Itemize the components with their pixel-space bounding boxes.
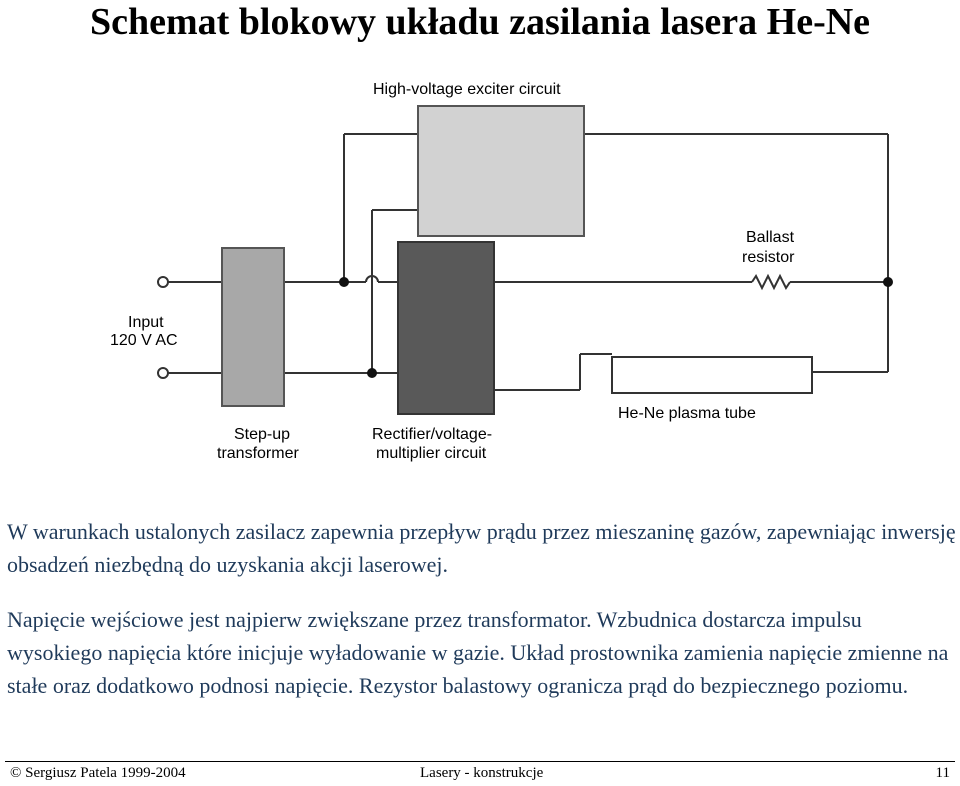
input-label-line1: Input: [128, 314, 164, 331]
ballast-resistor: [752, 276, 790, 288]
transformer-label-line1: Step-up: [234, 426, 291, 443]
footer-section-title: Lasery - konstrukcje: [420, 765, 544, 781]
junction-node-a: [339, 277, 349, 287]
ballast-label-line2: resistor: [742, 249, 795, 266]
plasma-tube: [612, 357, 812, 393]
junction-node-b: [367, 368, 377, 378]
paragraph-steady-state: W warunkach ustalonych zasilacz zapewnia przepływ prądu przez mieszaninę gazów, zapewniając inwersję obsadzeń niezbędną do uzyskania akcji laserowej.: [7, 519, 956, 577]
footer-divider: [5, 761, 955, 762]
input-terminal-top: [158, 277, 168, 287]
junction-node-c: [883, 277, 893, 287]
ballast-label-line1: Ballast: [746, 229, 795, 246]
exciter-circuit-block: [418, 106, 584, 236]
footer-copyright: © Sergiusz Patela 1999-2004: [10, 765, 186, 781]
exciter-label: High-voltage exciter circuit: [373, 81, 561, 98]
paragraph-description: Napięcie wejściowe jest najpierw zwiększane przez transformator. Wzbudnica dostarcza impulsu wysokiego napięcia które inicjuje wyładowanie w gazie. Układ prostownika zamienia napięcie zmienne na stałe oraz dodatkowo podnosi napięcie. Rezystor balastowy ogranicza prąd do bezpiecznego poziomu.: [7, 607, 949, 698]
power-supply-diagram: [0, 62, 960, 462]
page-title: Schemat blokowy układu zasilania lasera He-Ne: [89, 1, 871, 43]
rectifier-block: [398, 242, 494, 414]
rectifier-label-line1: Rectifier/voltage-: [372, 426, 493, 443]
input-terminal-bottom: [158, 368, 168, 378]
transformer-label-line2: transformer: [217, 445, 299, 462]
tube-label: He-Ne plasma tube: [618, 405, 756, 422]
input-label-line2: 120 V AC: [110, 332, 178, 349]
footer-page-number: 11: [935, 765, 950, 781]
step-up-transformer-block: [222, 248, 284, 406]
rectifier-label-line2: multiplier circuit: [376, 445, 487, 462]
